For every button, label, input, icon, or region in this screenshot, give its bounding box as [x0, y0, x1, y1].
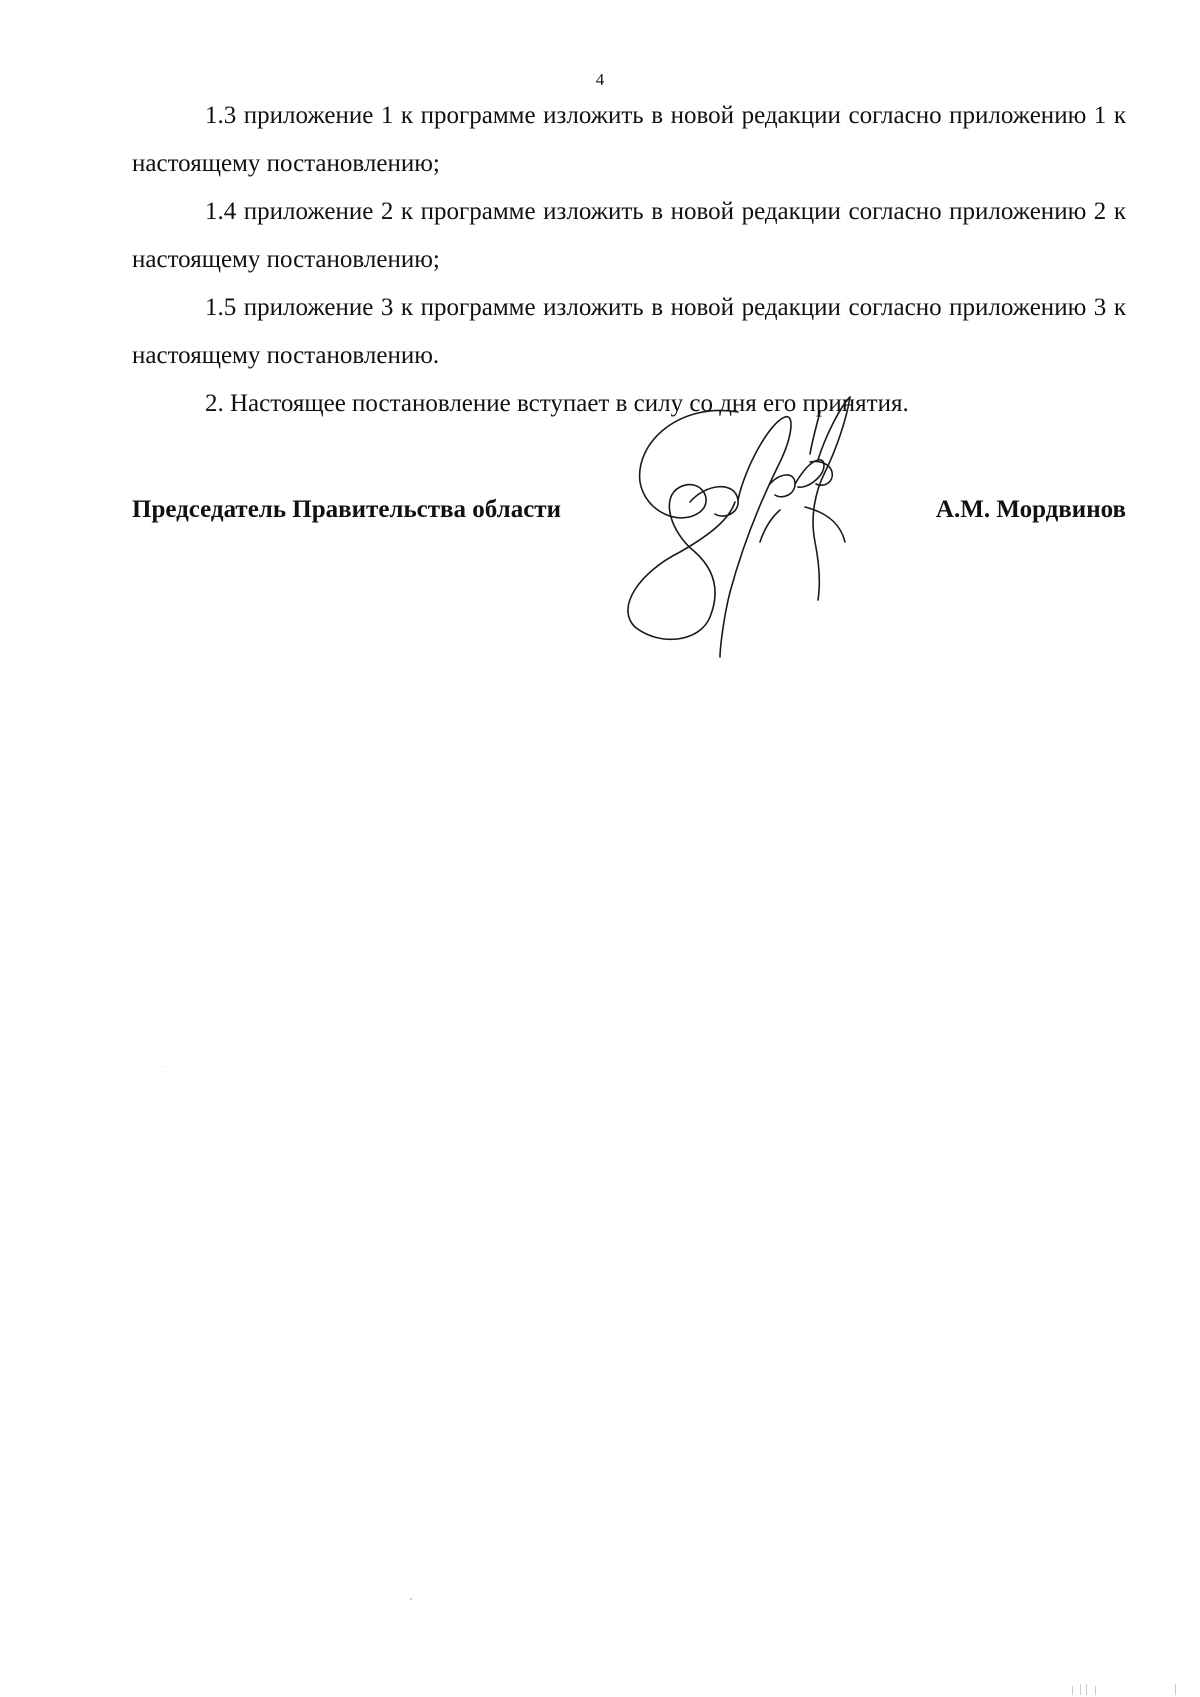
paragraph-2: 2. Настоящее постановление вступает в силу со дня его принятия. [205, 390, 909, 417]
page-number: 4 [595, 70, 605, 89]
signature-strokes [628, 397, 850, 657]
paragraph-1-3: 1.3 приложение 1 к программе изложить в новой редакции согласно приложению 1 к настоящему постановлению; [132, 102, 1126, 177]
scan-edge-mark [1095, 1686, 1096, 1695]
scan-edge-mark [1072, 1686, 1073, 1695]
document-body [132, 92, 1126, 428]
signer-title: Председатель Правительства области [132, 496, 561, 523]
scan-edge-mark [1175, 1684, 1176, 1695]
paragraph-1-5: 1.5 приложение 3 к программе изложить в новой редакции согласно приложению 3 к настоящему постановлению. [132, 294, 1126, 369]
scan-edge-mark [1086, 1684, 1087, 1695]
scan-dot [410, 1598, 412, 1600]
paragraph-1-4: 1.4 приложение 2 к программе изложить в новой редакции согласно приложению 2 к настоящему постановлению; [132, 198, 1126, 273]
signer-name: А.М. Мордвинов [935, 496, 1126, 523]
handwritten-signature [620, 392, 890, 662]
scan-edge-mark [1080, 1684, 1081, 1695]
scan-dot [162, 1066, 163, 1067]
